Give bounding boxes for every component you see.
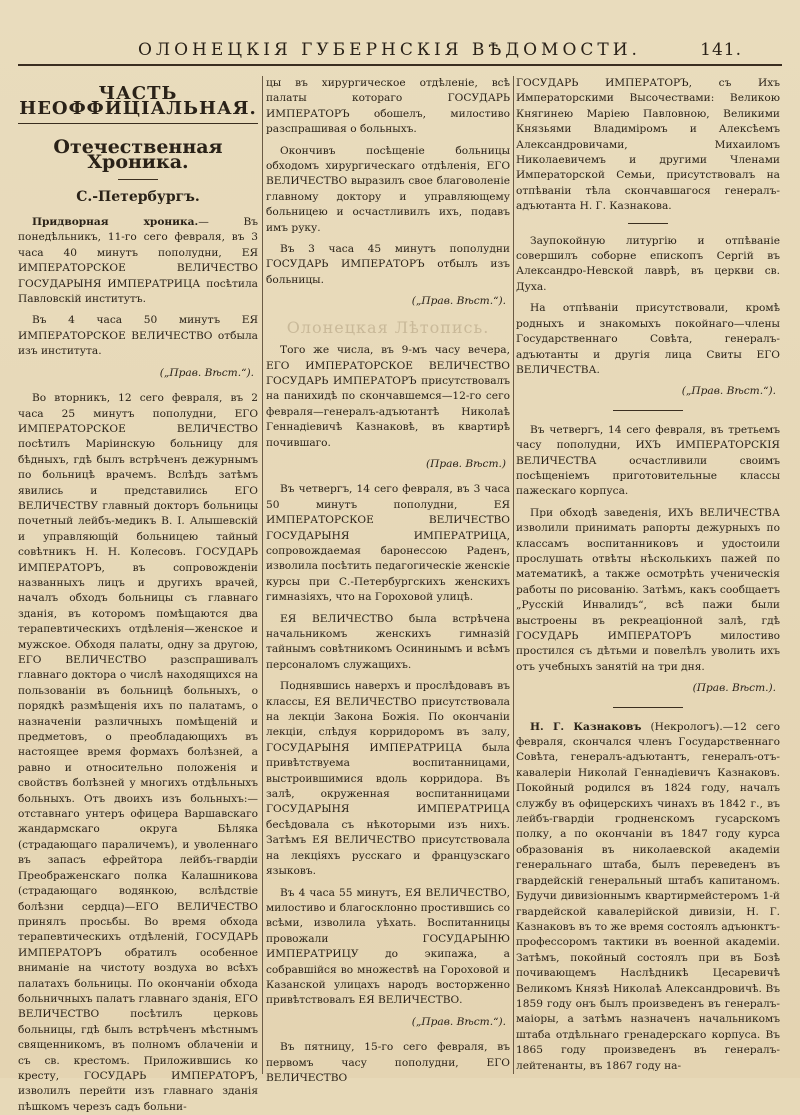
lead-text: Н. Г. Казнаковъ [530,720,642,733]
source-citation: (Прав. Вѣст.). [692,682,776,695]
column-2 [266,76,510,1084]
paragraph: ЕЯ ВЕЛИЧЕСТВО была встрѣчена начальникомъ женскихъ гимназій тайнымъ совѣтникомъ Осининымъ и всѣмъ персоналомъ служащихъ. [266,612,510,671]
page-number: 141. [700,40,742,60]
paragraph: На отпѣваніи присутствовали, кромѣ родныхъ и знакомыхъ покойнаго—члены Государственнаго Совѣта, генералъ-адъютанты и другія лица Свиты ЕГО ВЕЛИЧЕСТВА. [516,302,780,376]
section-title: Отечественная Хроника. [53,135,223,174]
paragraph: Того же числа, въ 9-мъ часу вечера, ЕГО ИМПЕРАТОРСКОЕ ВЕЛИЧЕСТВО ГОСУДАРЬ ИМПЕРАТОРЪ присутствовалъ на панихидѣ по скончавшемся—12-го сего февраля—генералъ-адъютантѣ Николаѣ Геннадіевичѣ Казнаковѣ, въ квартирѣ почившаго. [266,344,510,449]
source-citation: („Прав. Вѣст.“). [681,385,776,398]
paragraph-text: (Некрологъ).—12 сего февраля, скончался членъ Государственнаго Совѣта, генералъ-адъютантъ, генералъ-отъ-кавалеріи Николай Геннадіевичъ Казнаковъ. Покойный родился въ 1824 году, началъ службу въ офицерскихъ чинахъ въ 1842 г., въ лейбъ-гвардіи гродненскомъ гусарскомъ полку, а по окончаніи въ 1847 году курса образованія въ николаевской академіи генеральнаго штаба, былъ переведенъ въ гвардейскій генеральный штабъ капитаномъ. Будучи дивизіоннымъ квартирмейстеромъ 1-й гвардейской кавалерійской дивизіи, Н. Г. Казнаковъ въ то же время состоялъ адъюнктъ-профессоромъ тактики въ военной академіи. Затѣмъ, покойный состоялъ при въ Бозѣ почивающемъ Наслѣдникѣ Цесаревичѣ Великомъ Князѣ Николаѣ Александровичѣ. Въ 1859 году онъ былъ произведенъ въ генералъ-маіоры, а затѣмъ назначенъ начальникомъ штаба отдѣльнаго гренадерскаго корпуса. Въ 1865 году произведенъ въ генералъ-лейтенанты, въ 1867 году на- [516,720,780,1072]
paragraph: Въ четвергъ, 14 сего февраля, въ третьемъ часу пополудни, ИХЪ ИМПЕРАТОРСКІЯ ВЕЛИЧЕСТВА осчастливили своимъ посѣщеніемъ приготовительные классы пажескаго корпуса. [516,423,780,498]
paragraph-text: — Въ понедѣльникъ, 11-го сего февраля, въ 3 часа 40 минутъ пополудни, ЕЯ ИМПЕРАТОРСКОЕ ВЕЛИЧЕСТВО ГОСУДАРЫНЯ ИМПЕРАТРИЦА посѣтила Павловскій институтъ. [18,216,258,306]
paragraph: Окончивъ посѣщеніе больницы обходомъ хирургическаго отдѣленія, ЕГО ВЕЛИЧЕСТВО выразилъ свое благоволеніе главному доктору и управляющему больницею и осчастливилъ ихъ, подавъ имъ руку. [266,144,510,234]
column-divider [513,76,514,1074]
column-divider [262,76,263,1074]
section-heading: ЧАСТЬ НЕОФФИЦІАЛЬНАЯ. [18,86,258,124]
paragraph: Въ 4 часа 55 минутъ, ЕЯ ВЕЛИЧЕСТВО, милостиво и благосклонно простившись со всѣми, изволила уѣхать. Воспитанницы провожали ГОСУДАРЫНЮ ИМПЕРАТРИЦУ до экипажа, а собравшійся во множествѣ на Гороховой и Казанской улицахъ народъ восторженно привѣтствовалъ ЕЯ ВЕЛИЧЕСТВО. [266,886,510,1007]
paragraph: Въ 4 часа 50 минутъ ЕЯ ИМПЕРАТОРСКОЕ ВЕЛИЧЕСТВО отбыла изъ института. [18,314,258,358]
source-citation: („Прав. Вѣст.“). [411,1015,506,1028]
paragraph: цы въ хирургическое отдѣленіе, всѣ палаты котораго ГОСУДАРЬ ИМПЕРАТОРЪ обошелъ, милостиво разспрашивая о больныхъ. [266,77,510,136]
source-citation: (Прав. Вѣст.) [426,457,506,470]
paragraph [18,215,258,307]
divider [613,410,683,411]
paragraph: Въ 3 часа 45 минутъ пополудни ГОСУДАРЬ ИМПЕРАТОРЪ отбылъ изъ больницы. [266,243,510,286]
source-citation: („Прав. Вѣст.“). [159,366,254,379]
divider [613,707,683,708]
paragraph: ГОСУДАРЬ ИМПЕРАТОРЪ, съ Ихъ Императорскими Высочествами: Великою Княгинею Маріею Павловною, Великими Князьями Владиміромъ и Алексѣемъ Александровичами, Михаиломъ Николаевичемъ и другими Членами Императорской Семьи, присутствовалъ на отпѣваніи тѣла скончавшагося генералъ-адъютанта Н. Г. Казнакова. [516,77,780,213]
paragraph: Въ пятницу, 15-го сего февраля, въ первомъ часу пополудни, ЕГО ВЕЛИЧЕСТВО [266,1041,510,1084]
column-1 [18,76,258,1113]
paragraph: Въ четвергъ, 14 сего февраля, въ 3 часа 50 минутъ пополудни, ЕЯ ИМПЕРАТОРСКОЕ ВЕЛИЧЕСТВО ГОСУДАРЫНЯ ИМПЕРАТРИЦА, сопровождаемая баронессою Раденъ, изволила посѣтить педагогическіе женскіе курсы при С.-Петербургскихъ женскихъ гимназіяхъ, что на Гороховой улицѣ. [266,483,510,604]
lead-text: Придворная хроника. [32,216,199,229]
newspaper-title: ОЛОНЕЦКІЯ ГУБЕРНСКІЯ ВѢДОМОСТИ. [138,40,641,60]
divider [118,179,158,180]
city-heading: С.-Петербургъ. [76,188,200,205]
paragraph: Заупокойную литургію и отпѣваніе совершилъ соборне епископъ Сергій въ Александро-Невской лаврѣ, въ церкви св. Духа. [516,234,780,293]
page-header [18,38,782,66]
paragraph: При обходѣ заведенія, ИХЪ ВЕЛИЧЕСТВА изволили принимать рапорты дежурныхъ по классамъ воспитанниковъ и удостоили прослушать отвѣты нѣсколькихъ пажей по математикѣ, а также осмотрѣть ученическія работы по рисованію. Затѣмъ, какъ сообщаетъ „Русскій Инвалидъ“, всѣ пажи были выстроены въ рекреаціонной залѣ, гдѣ ГОСУДАРЬ ИМПЕРАТОРЪ милостиво простился съ дѣтьми и повелѣлъ уволить ихъ отъ учебныхъ занятій на три дня. [516,506,780,673]
faded-heading: Олонецкая Лѣтопись. [286,317,490,337]
paragraph [516,720,780,1074]
paragraph: Во вторникъ, 12 сего февраля, въ 2 часа 25 минутъ пополудни, ЕГО ИМПЕРАТОРСКОЕ ВЕЛИЧЕСТВО посѣтилъ Маріинскую больницу для бѣдныхъ, гдѣ былъ встрѣченъ дежурнымъ по больницѣ врачемъ. Вслѣдъ затѣмъ явились и представились ЕГО ВЕЛИЧЕСТВУ главный докторъ больницы почетный лейбъ-медикъ В. І. Алышевскій и управляющій больницею тайный совѣтникъ Н. Н. Колесовъ. ГОСУДАРЬ ИМПЕРАТОРЪ, въ сопровожденіи названныхъ лицъ и другихъ врачей, началъ обходъ больницы съ главнаго зданія, въ которомъ помѣщаются два терапевтическихъ отдѣленія—женское и мужское. Обходя палаты, одну за другою, ЕГО ВЕЛИЧЕСТВО разспрашивалъ главнаго доктора о числѣ находящихся на пользованіи въ больницѣ больныхъ, о порядкѣ размѣщенія ихъ по палатамъ, о назначеніи различныхъ помѣщеній и предметовъ, о преобладающихъ въ настоящее время формахъ болѣзней, а равно и относительно положенія и свойствъ болѣзней у многихъ отдѣльныхъ больныхъ. Отъ двоихъ изъ больныхъ:—отставнаго унтеръ офицера Варшавскаго жандармскаго округа Бѣляка (страдающаго параличемъ), и уволеннаго въ запасъ ефрейтора лейбъ-гвардіи Преображенскаго полка Калашникова (страдающаго водянкою, вслѣдствіе болѣзни сердца)—ЕГО ВЕЛИЧЕСТВО принялъ просьбы. Во время обхода терапевтическихъ отдѣленій, ГОСУДАРЬ ИМПЕРАТОРЪ обратилъ особенное вниманіе на чистоту воздуха во всѣхъ палатахъ больницы. По окончаніи обхода больничныхъ палатъ главнаго зданія, ЕГО ВЕЛИЧЕСТВО посѣтилъ церковь больницы, гдѣ былъ встрѣченъ мѣстнымъ священникомъ, въ полномъ облаченіи и съ св. крестомъ. Приложившись ко кресту, ГОСУДАРЬ ИМПЕРАТОРЪ, изволилъ перейти изъ главнаго зданія пѣшкомъ черезъ садъ больни- [18,392,258,1113]
source-citation: („Прав. Вѣст.“). [411,295,506,308]
divider [628,223,668,224]
column-3 [516,76,780,1074]
paragraph: Поднявшись наверхъ и прослѣдовавъ въ классы, ЕЯ ВЕЛИЧЕСТВО присутствовала на лекціи Закона Божія. По окончаніи лекціи, слѣдуя корридоромъ въ залу, ГОСУДАРЫНЯ ИМПЕРАТРИЦА была привѣтствуема воспитанницами, выстроившимися вдоль корридора. Въ залѣ, окруженная воспитанницами ГОСУДАРЫНЯ ИМПЕРАТРИЦА бесѣдовала съ нѣкоторыми изъ нихъ. Затѣмъ ЕЯ ВЕЛИЧЕСТВО присутствовала на лекціяхъ русскаго и французскаго языковъ. [266,680,510,878]
